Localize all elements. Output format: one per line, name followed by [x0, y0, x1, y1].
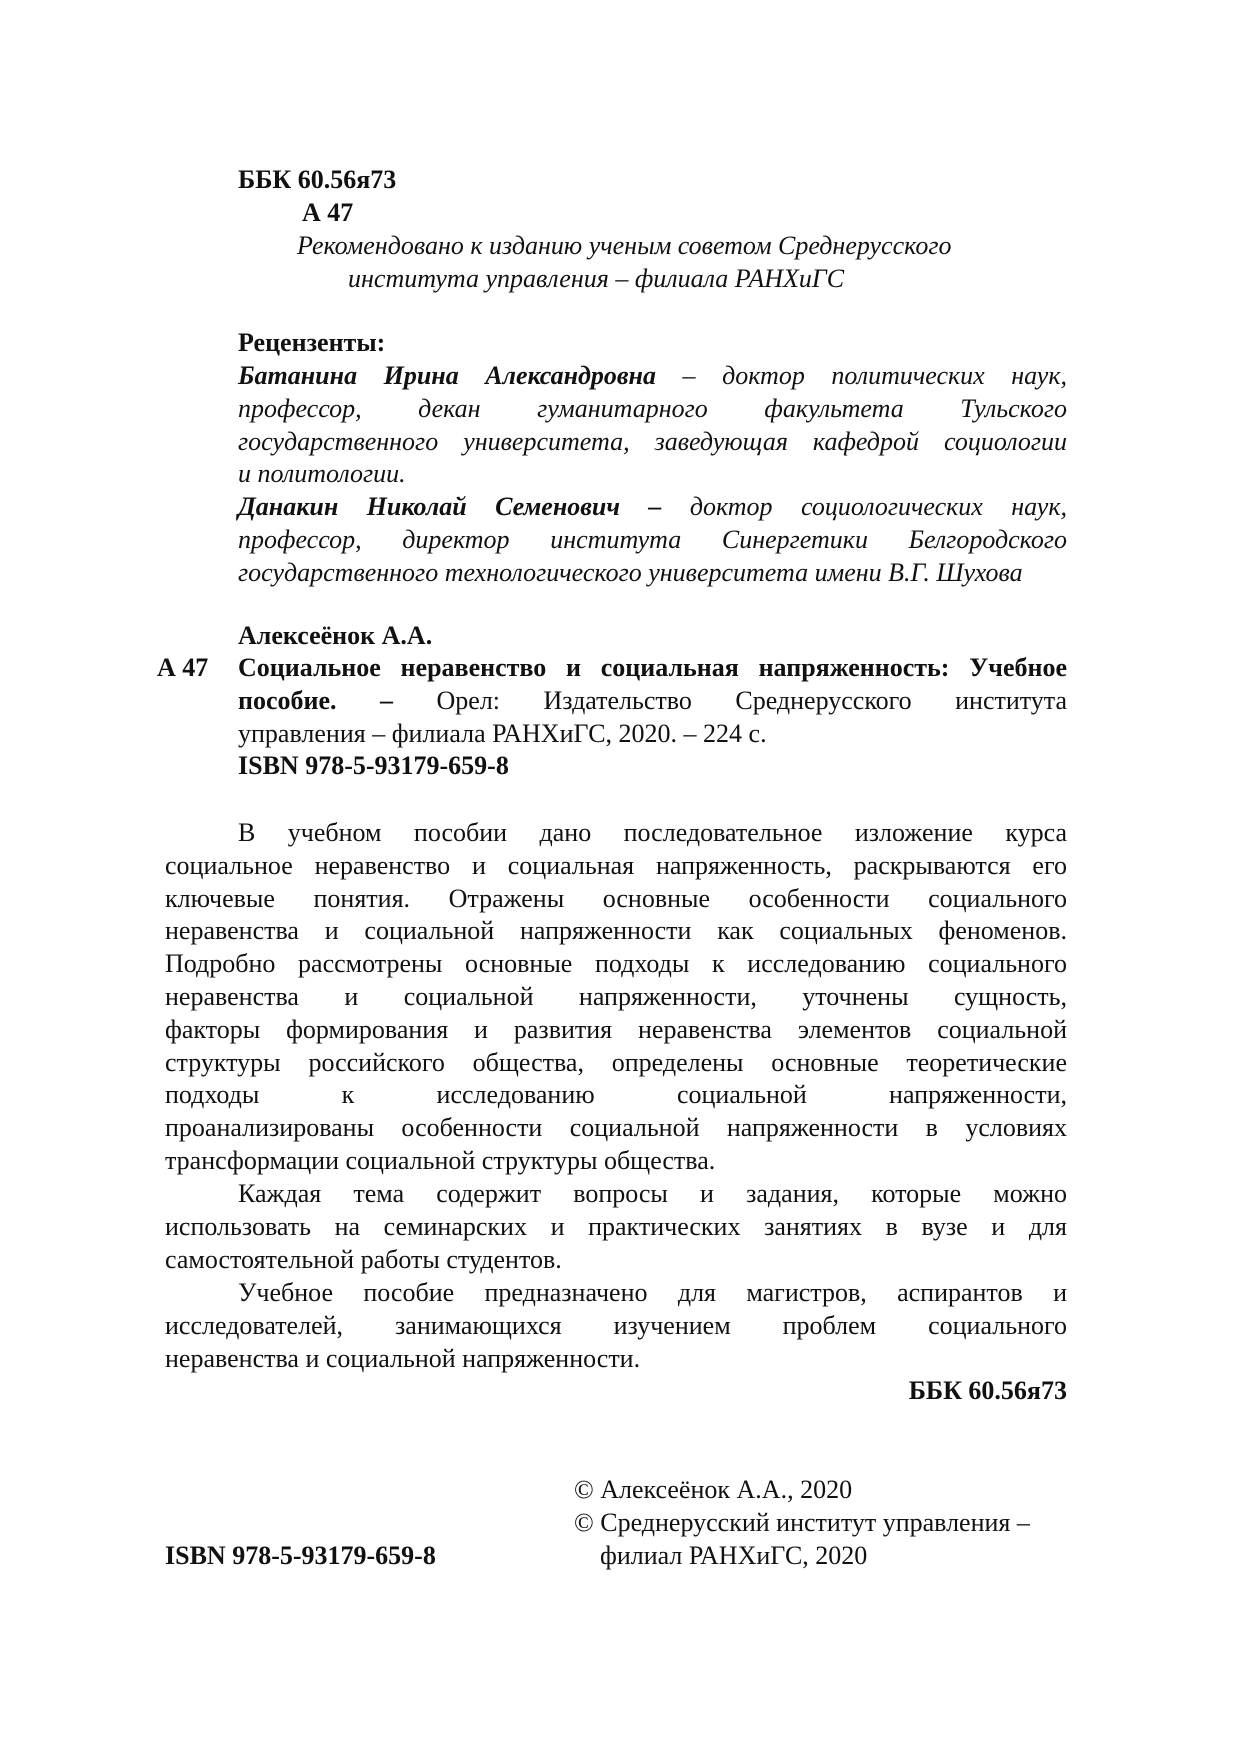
bib-isbn: ISBN 978-5-93179-659-8 — [238, 751, 509, 781]
abstract-p1-line-11: трансформации социальной структуры общества. — [165, 1145, 716, 1175]
abstract-p1-line-5: Подробно рассмотрены основные подходы к исследованию социального — [165, 949, 1067, 979]
bib-author: Алексеёнок А.А. — [238, 621, 433, 650]
abstract-p1-line-6: неравенства и социальной напряженности, уточнены сущность, — [165, 981, 1067, 1011]
abstract-p1-line-9: подходы к исследованию социальной напряженности, — [165, 1080, 1067, 1110]
bib-code: А 47 — [157, 653, 209, 682]
bib-title-line-2-bold: пособие. – — [238, 685, 394, 715]
reviewer-1-line-3: государственного университета, заведующая кафедрой социологии — [238, 426, 1067, 456]
abstract-p1-line-8: структуры российского общества, определены основные теоретические — [165, 1047, 1067, 1077]
reviewer-1 — [238, 360, 1067, 491]
abstract-p2-line-3: самостоятельной работы студентов. — [165, 1244, 562, 1274]
copyright-institute-line-1: © Среднерусский институт управления – — [574, 1508, 1030, 1537]
bbk-right: ББК 60.56я73 — [908, 1376, 1067, 1405]
bib-title-line-1: Социальное неравенство и социальная напряженность: Учебное — [238, 653, 1067, 682]
abstract-paragraph-3 — [165, 1277, 1067, 1375]
abstract-p2-line-1: Каждая тема содержит вопросы и задания, которые можно — [238, 1179, 1067, 1208]
abstract-p3-line-2: исследователей, занимающихся изучением проблем социального — [165, 1310, 1067, 1340]
reviewer-2-line-2: профессор, директор института Синергетики Белгородского — [238, 524, 1067, 554]
reviewer-2-line-3: государственного технологического университета имени В.Г. Шухова — [238, 557, 1023, 587]
recommendation-line-1: Рекомендовано к изданию ученым советом Среднерусского — [297, 231, 952, 260]
abstract-p1-line-7: факторы формирования и развития неравенства элементов социальной — [165, 1014, 1067, 1044]
abstract-paragraph-2 — [165, 1178, 1067, 1276]
author-mark: А 47 — [302, 198, 354, 227]
abstract-paragraph-1 — [165, 817, 1067, 1178]
copyright-institute-line-2: филиал РАНХиГС, 2020 — [600, 1541, 868, 1570]
abstract-p2-line-2: использовать на семинарских и практических занятиях в вузе и для — [165, 1211, 1067, 1241]
reviewers-heading: Рецензенты: — [238, 328, 386, 357]
recommendation-line-2: института управления – филиала РАНХиГС — [348, 264, 845, 293]
abstract-p3-line-1: Учебное пособие предназначено для магистров, аспирантов и — [238, 1278, 1067, 1307]
bib-entry — [238, 652, 1067, 783]
reviewer-1-name: Батанина Ирина Александровна — [238, 361, 656, 390]
reviewer-1-line-4: и политологии. — [238, 459, 406, 489]
abstract-p1-line-1: В учебном пособии дано последовательное изложение курса — [238, 818, 1067, 847]
reviewer-1-line-2: профессор, декан гуманитарного факультета Тульского — [238, 393, 1067, 423]
abstract-p1-line-10: проанализированы особенности социальной напряженности в условиях — [165, 1113, 1067, 1143]
abstract-p1-line-4: неравенства и социальной напряженности как социальных феноменов. — [165, 916, 1067, 946]
reviewer-1-line-1: – доктор политических наук, — [682, 361, 1068, 390]
abstract-p1-line-3: ключевые понятия. Отражены основные особенности социального — [165, 883, 1067, 913]
bib-publisher-line: управления – филиала РАНХиГС, 2020. – 224 с. — [238, 718, 767, 748]
footer-isbn: ISBN 978-5-93179-659-8 — [165, 1541, 436, 1570]
copyright-author: © Алексеёнок А.А., 2020 — [574, 1475, 853, 1504]
reviewer-2-line-1: доктор социологических наук, — [689, 492, 1067, 521]
reviewer-2 — [238, 491, 1067, 589]
bbk-code: ББК 60.56я73 — [238, 165, 397, 194]
reviewer-2-name: Данакин Николай Семенович – — [238, 492, 662, 521]
abstract-p3-line-3: неравенства и социальной напряженности. — [165, 1343, 641, 1373]
abstract-p1-line-2: социальное неравенство и социальная напряженность, раскрываются его — [165, 850, 1067, 880]
bib-title-line-2: Орел: Издательство Среднерусского института — [436, 685, 1068, 715]
